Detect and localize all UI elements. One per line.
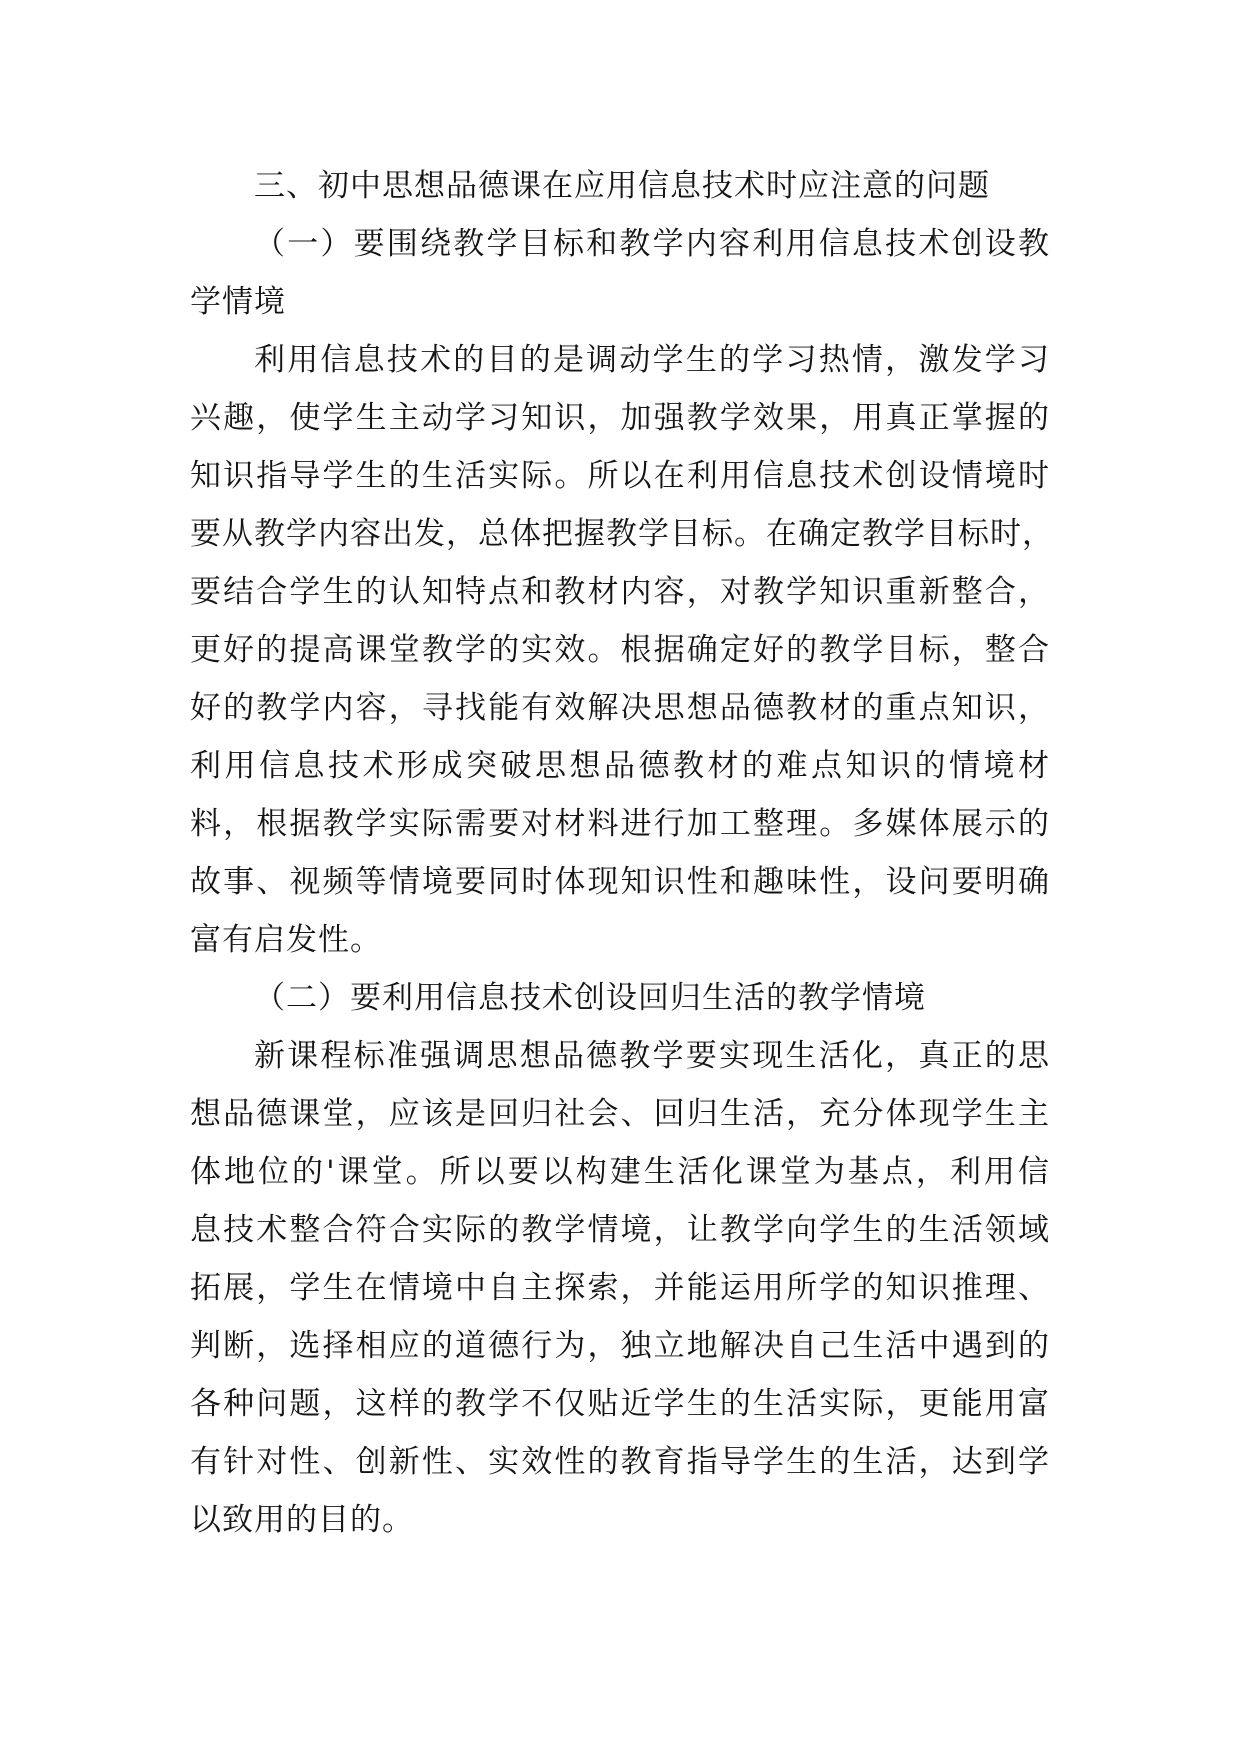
- paragraph-2-line-4: 息技术整合符合实际的教学情境，让教学向学生的生活领域: [190, 1212, 1050, 1248]
- section-heading: 三、初中思想品德课在应用信息技术时应注意的问题: [254, 168, 990, 204]
- paragraph-1-line-10: 故事、视频等情境要同时体现知识性和趣味性，设问要明确: [190, 864, 1050, 900]
- paragraph-1-line-8: 利用信息技术形成突破思想品德教材的难点知识的情境材: [190, 748, 1050, 784]
- paragraph-1-line-2: 兴趣，使学生主动学习知识，加强教学效果，用真正掌握的: [190, 400, 1050, 436]
- paragraph-2-line-1: 新课程标准强调思想品德教学要实现生活化，真正的思: [254, 1038, 1050, 1074]
- paragraph-1-line-5: 要结合学生的认知特点和教材内容，对教学知识重新整合，: [190, 574, 1050, 610]
- paragraph-1-line-4: 要从教学内容出发，总体把握教学目标。在确定教学目标时，: [190, 516, 1054, 552]
- paragraph-2-line-7: 各种问题，这样的教学不仅贴近学生的生活实际，更能用富: [190, 1386, 1050, 1422]
- paragraph-2-line-8: 有针对性、创新性、实效性的教育指导学生的生活，达到学: [190, 1444, 1050, 1480]
- paragraph-1-line-3: 知识指导学生的生活实际。所以在利用信息技术创设情境时: [190, 458, 1050, 494]
- subheading-2: （二）要利用信息技术创设回归生活的教学情境: [254, 980, 926, 1016]
- subheading-1-line-2: 学情境: [190, 284, 286, 320]
- paragraph-1-line-6: 更好的提高课堂教学的实效。根据确定好的教学目标，整合: [190, 632, 1050, 668]
- paragraph-1-line-9: 料，根据教学实际需要对材料进行加工整理。多媒体展示的: [190, 806, 1050, 842]
- paragraph-2-line-2: 想品德课堂，应该是回归社会、回归生活，充分体现学生主: [190, 1096, 1050, 1132]
- paragraph-1-line-1: 利用信息技术的目的是调动学生的学习热情，激发学习: [254, 342, 1050, 378]
- paragraph-1-line-7: 好的教学内容，寻找能有效解决思想品德教材的重点知识，: [190, 690, 1050, 726]
- paragraph-2-line-6: 判断，选择相应的道德行为，独立地解决自己生活中遇到的: [190, 1328, 1050, 1364]
- paragraph-1-line-11: 富有启发性。: [190, 922, 382, 958]
- paragraph-2-line-3: 体地位的'课堂。所以要以构建生活化课堂为基点，利用信: [190, 1154, 1050, 1190]
- paragraph-2-line-9: 以致用的目的。: [190, 1502, 414, 1538]
- paragraph-2-line-5: 拓展，学生在情境中自主探索，并能运用所学的知识推理、: [190, 1270, 1050, 1306]
- subheading-1-line-1: （一）要围绕教学目标和教学内容利用信息技术创设教: [254, 226, 1050, 262]
